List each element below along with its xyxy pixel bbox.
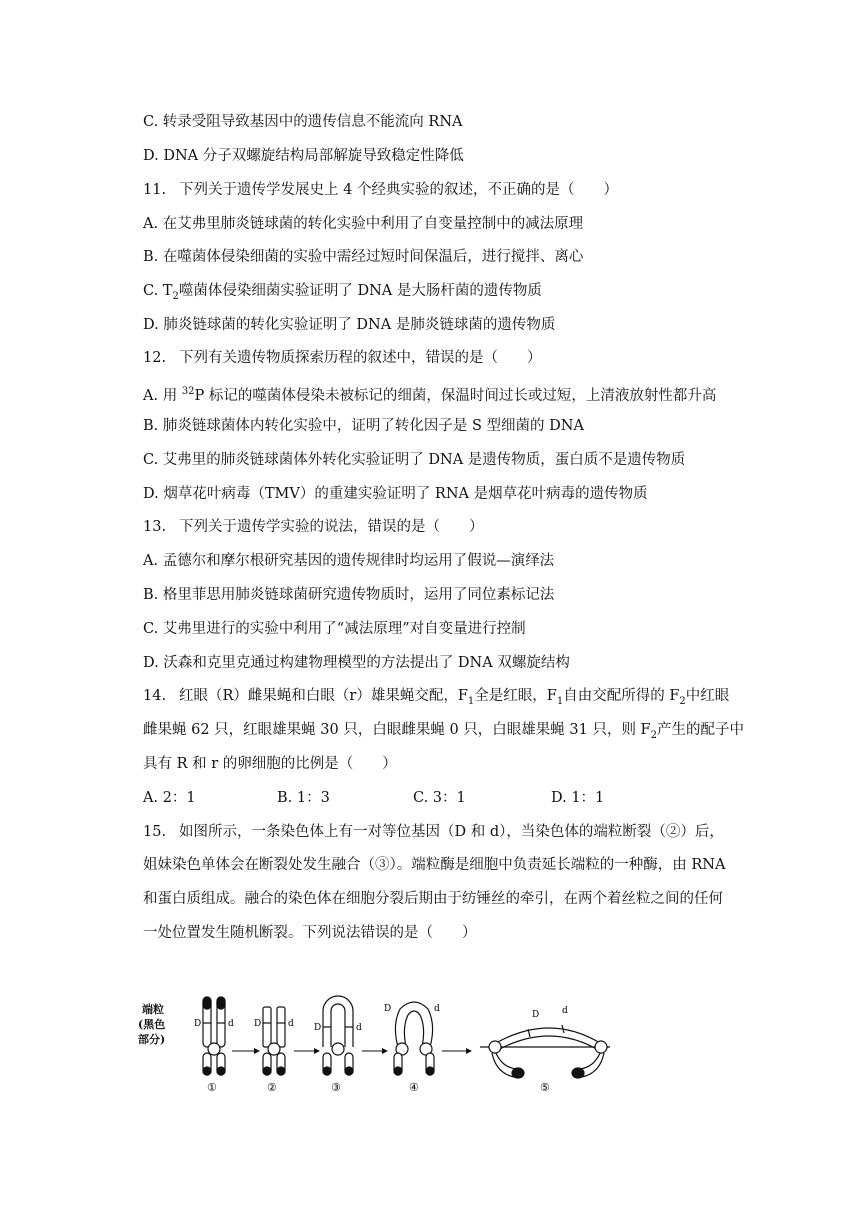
q11-option-b[interactable]: B. 在噬菌体侵染细菌的实验中需经过短时间保温后，进行搅拌、离心 xyxy=(143,249,584,265)
gene-label-d-lower: d xyxy=(228,1019,234,1029)
subscript: 2 xyxy=(679,695,686,707)
question-14-line-3: 具有 R 和 r 的卵细胞的比例是（ ） xyxy=(143,756,397,772)
q13-option-d[interactable]: D. 沃森和克里克通过构建物理模型的方法提出了 DNA 双螺旋结构 xyxy=(143,655,570,671)
stage-number-2: ② xyxy=(267,1081,277,1094)
arrow-1-head xyxy=(254,1048,260,1054)
stage-number-4: ④ xyxy=(409,1081,419,1094)
figure-label-1: 端粒 xyxy=(142,1003,164,1016)
question-number: 15. xyxy=(143,824,167,840)
q13-option-b[interactable]: B. 格里菲思用肺炎链球菌研究遗传物质时，运用了同位素标记法 xyxy=(143,587,555,603)
option-c-prev: C. 转录受阻导致基因中的遗传信息不能流向 RNA xyxy=(143,114,463,130)
text: 全是红眼，F xyxy=(474,688,557,704)
subscript: 1 xyxy=(467,695,475,707)
question-15-line-3: 和蛋白质组成。融合的染色体在细胞分裂后期由于纺锤丝的牵引，在两个着丝粒之间的任何 xyxy=(143,891,723,907)
gene-label-d-lower: d xyxy=(434,1004,440,1014)
text: 如图所示，一条染色体上有一对等位基因（D 和 d），当染色体的端粒断裂（②）后， xyxy=(179,824,724,840)
question-15-line-1 xyxy=(143,822,724,842)
chromosome-stage-4 xyxy=(394,1002,434,1075)
question-number: 14. xyxy=(143,688,167,704)
chromosome-stage-5 xyxy=(480,1025,610,1078)
arrow-2-head xyxy=(314,1048,320,1054)
question-15-line-2: 姐妹染色单体会在断裂处发生融合（③）。端粒酶是细胞中负责延长端粒的一种酶，由 RNA xyxy=(143,857,726,873)
q14-option-a[interactable]: A. 2：1 xyxy=(143,790,196,806)
chromosome-figure xyxy=(130,985,630,1095)
subscript: 2 xyxy=(172,290,179,302)
gene-label-d-lower: d xyxy=(356,1023,362,1033)
stage-number-1: ① xyxy=(207,1081,217,1094)
question-number: 12. xyxy=(143,350,167,366)
q12-option-d[interactable]: D. 烟草花叶病毒（TMV）的重建实验证明了 RNA 是烟草花叶病毒的遗传物质 xyxy=(143,486,648,502)
question-12-stem xyxy=(143,348,542,368)
gene-label-d-upper: D xyxy=(314,1023,322,1033)
q12-option-a[interactable] xyxy=(143,382,716,406)
arrow-4-head xyxy=(466,1048,472,1054)
option-d-prev: D. DNA 分子双螺旋结构局部解旋导致稳定性降低 xyxy=(143,148,464,164)
text: 产生的配子中 xyxy=(657,722,744,738)
question-number: 11. xyxy=(143,182,167,198)
chromosome-stage-1 xyxy=(203,997,225,1075)
question-11-stem xyxy=(143,180,618,200)
text: 雌果蝇 62 只，红眼雄果蝇 30 只，白眼雌果蝇 0 只，白眼雄果蝇 31 只，则 F xyxy=(143,722,651,738)
subscript: 1 xyxy=(556,695,564,707)
q14-option-c[interactable]: C. 3：1 xyxy=(413,790,466,806)
gene-label-d-lower: d xyxy=(562,1006,568,1016)
option-c-pre: C. T xyxy=(143,283,173,299)
gene-label-d-lower: d xyxy=(288,1019,294,1029)
q13-option-c[interactable]: C. 艾弗里进行的实验中利用了“减法原理”对自变量进行控制 xyxy=(143,621,526,637)
question-14-line-1 xyxy=(143,686,729,712)
text: 中红眼 xyxy=(685,688,730,704)
q11-option-a[interactable]: A. 在艾弗里肺炎链球菌的转化实验中利用了自变量控制中的减法原理 xyxy=(143,216,584,232)
stage-number-5: ⑤ xyxy=(540,1081,550,1094)
gene-label-d-upper: D xyxy=(532,1010,540,1020)
option-c-post: 噬菌体侵染细菌实验证明了 DNA 是大肠杆菌的遗传物质 xyxy=(178,283,542,299)
gene-label-d-upper: D xyxy=(194,1019,202,1029)
question-text: 下列关于遗传学实验的说法，错误的是（ ） xyxy=(179,519,484,535)
question-15-line-4: 一处位置发生随机断裂。下列说法错误的是（ ） xyxy=(143,925,477,941)
stage-number-3: ③ xyxy=(331,1081,341,1094)
option-a-pre: A. 用 xyxy=(143,387,182,404)
q14-options xyxy=(143,788,743,808)
q11-option-c[interactable] xyxy=(143,281,542,307)
figure-label-2: (黑色 xyxy=(138,1018,166,1031)
superscript: 32 xyxy=(181,386,195,397)
q13-option-a[interactable]: A. 孟德尔和摩尔根研究基因的遗传规律时均运用了假说—演绎法 xyxy=(143,553,555,569)
figure-label-3: 部分) xyxy=(138,1033,166,1046)
chromosome-stage-2 xyxy=(263,1007,285,1075)
question-text: 下列关于遗传学发展史上 4 个经典实验的叙述，不正确的是（ ） xyxy=(179,182,618,198)
gene-label-d-upper: D xyxy=(254,1019,262,1029)
gene-label-d-upper: D xyxy=(384,1004,392,1014)
subscript: 2 xyxy=(650,729,657,741)
arrow-3-head xyxy=(382,1048,388,1054)
question-number: 13. xyxy=(143,519,167,535)
q12-option-c[interactable]: C. 艾弗里的肺炎链球菌体外转化实验证明了 DNA 是遗传物质，蛋白质不是遗传物质 xyxy=(143,452,686,468)
question-13-stem xyxy=(143,517,484,537)
q14-option-d[interactable]: D. 1：1 xyxy=(551,790,605,806)
q14-option-b[interactable]: B. 1：3 xyxy=(277,790,330,806)
text: 红眼（R）雌果蝇和白眼（r）雄果蝇交配，F xyxy=(179,688,468,704)
text: 自由交配所得的 F xyxy=(563,688,680,704)
chromosome-stage-3 xyxy=(323,996,353,1075)
question-text: 下列有关遗传物质探索历程的叙述中，错误的是（ ） xyxy=(179,350,542,366)
q12-option-b[interactable]: B. 肺炎链球菌体内转化实验中，证明了转化因子是 S 型细菌的 DNA xyxy=(143,418,584,434)
q11-option-d[interactable]: D. 肺炎链球菌的转化实验证明了 DNA 是肺炎链球菌的遗传物质 xyxy=(143,317,556,333)
question-14-line-2 xyxy=(143,720,744,746)
option-a-post: P 标记的噬菌体侵染未被标记的细菌，保温时间过长或过短，上清液放射性都升高 xyxy=(194,387,717,404)
